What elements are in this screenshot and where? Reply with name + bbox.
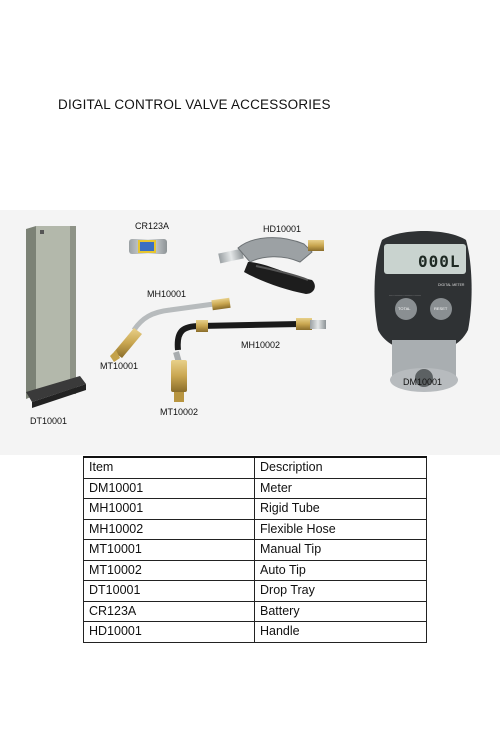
item-code: CR123A xyxy=(84,601,255,622)
page-title: DIGITAL CONTROL VALVE ACCESSORIES xyxy=(58,97,331,112)
item-description: Rigid Tube xyxy=(255,499,427,520)
table-row xyxy=(84,478,427,499)
table-row xyxy=(84,622,427,643)
item-code: MT10002 xyxy=(84,560,255,581)
item-description: Auto Tip xyxy=(255,560,427,581)
accessories-table xyxy=(83,456,427,643)
header-description: Description xyxy=(255,457,427,478)
label-mh10001: MH10001 xyxy=(147,289,187,299)
meter-brand: DIGITAL METER xyxy=(438,283,465,287)
table-header-row xyxy=(84,457,427,478)
handle-image xyxy=(218,238,324,294)
item-description: Manual Tip xyxy=(255,540,427,561)
label-mt10001: MT10001 xyxy=(100,361,139,371)
item-code: HD10001 xyxy=(84,622,255,643)
table-row xyxy=(84,499,427,520)
item-description: Drop Tray xyxy=(255,581,427,602)
auto-tip-image xyxy=(171,360,187,402)
label-hd10001: HD10001 xyxy=(263,224,302,234)
table-row xyxy=(84,581,427,602)
item-code: DM10001 xyxy=(84,478,255,499)
svg-text:·····························: ····························· xyxy=(389,294,422,298)
label-dt10001: DT10001 xyxy=(30,416,68,426)
item-description: Meter xyxy=(255,478,427,499)
table-row xyxy=(84,540,427,561)
item-description: Flexible Hose xyxy=(255,519,427,540)
meter-total-button: TOTAL xyxy=(398,306,411,311)
table-row xyxy=(84,560,427,581)
battery-image xyxy=(129,239,167,254)
label-cr123a: CR123A xyxy=(135,221,170,231)
label-mh10002: MH10002 xyxy=(241,340,281,350)
drop-tray-image xyxy=(26,226,86,408)
item-description: Battery xyxy=(255,601,427,622)
header-item: Item xyxy=(84,457,255,478)
label-mt10002: MT10002 xyxy=(160,407,199,417)
item-code: MT10001 xyxy=(84,540,255,561)
table-row xyxy=(84,519,427,540)
item-code: MH10001 xyxy=(84,499,255,520)
meter-display: 000L xyxy=(418,252,461,271)
item-description: Handle xyxy=(255,622,427,643)
meter-reset-button: RESET xyxy=(434,306,448,311)
item-code: MH10002 xyxy=(84,519,255,540)
label-dm10001: DM10001 xyxy=(403,377,443,387)
manual-tip-image xyxy=(110,328,142,362)
table-row xyxy=(84,601,427,622)
item-code: DT10001 xyxy=(84,581,255,602)
